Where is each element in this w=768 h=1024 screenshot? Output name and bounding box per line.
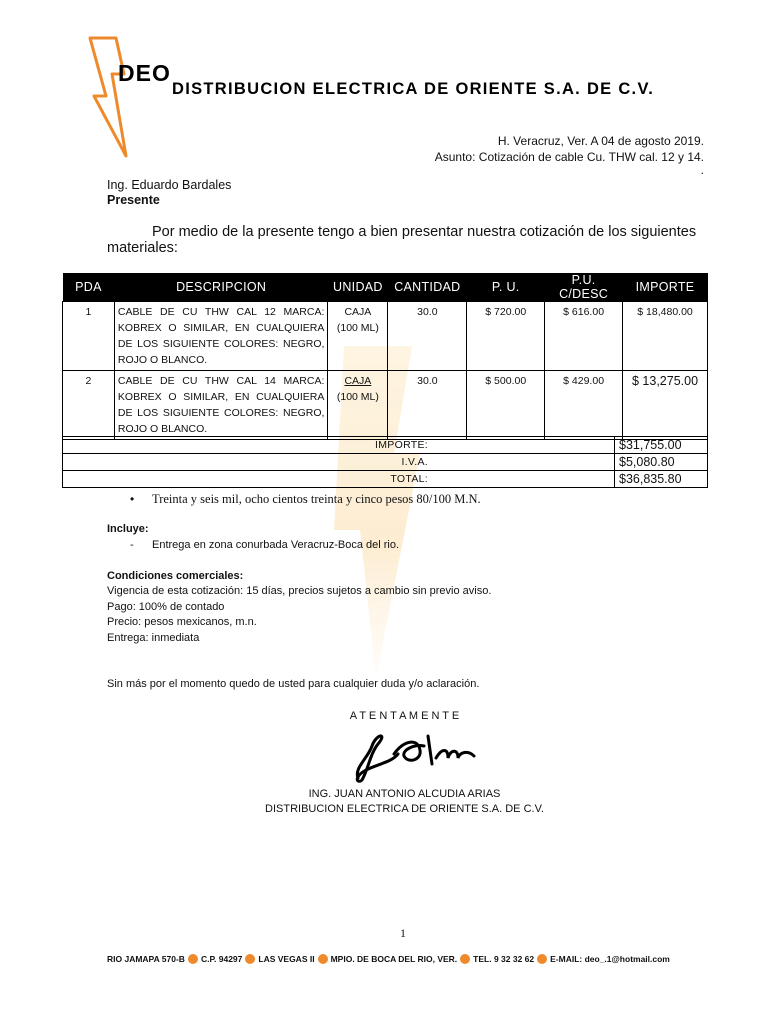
row-unit	[328, 371, 388, 440]
row-unit-note: (100 ML)	[336, 322, 379, 334]
footer-dot-icon	[188, 954, 198, 964]
closing-text: Sin más por el momento quedo de usted para cualquier duda y/o aclaración.	[107, 678, 480, 690]
footer-address: RIO JAMAPA 570-B	[107, 954, 185, 964]
conditions-title: Condiciones comerciales:	[107, 570, 244, 582]
header-pu: P. U.	[467, 273, 545, 302]
condition-line: Pago: 100% de contado	[107, 601, 225, 613]
table-header-row	[63, 273, 708, 302]
totals-table	[62, 436, 708, 488]
signer-name: ING. JUAN ANTONIO ALCUDIA ARIAS	[308, 788, 501, 800]
footer-tel: TEL. 9 32 32 62	[473, 954, 535, 964]
subject: Asunto: Cotización de cable Cu. THW cal. 12 y 14.	[434, 150, 704, 164]
footer-dot-icon	[318, 954, 328, 964]
footer-municipio: MPIO. DE BOCA DEL RIO, VER.	[330, 954, 458, 964]
totals-value-importe: $31,755.00	[615, 437, 708, 454]
table-row	[63, 371, 708, 440]
recipient-greeting: Presente	[107, 193, 160, 207]
footer-email: E-MAIL: deo_.1@hotmail.com	[550, 954, 670, 964]
row-unit-note: (100 ML)	[336, 391, 379, 403]
footer-dot-icon	[460, 954, 470, 964]
condition-line: Entrega: inmediata	[107, 632, 200, 644]
row-importe: $ 13,275.00	[623, 371, 708, 440]
totals-label-iva: I.V.A.	[63, 454, 615, 471]
row-description: CABLE DE CU THW CAL 14 MARCA: KOBREX O SIMILAR, EN CUALQUIERA DE LOS SIGUIENTE COLORES: NEGRO, ROJO O BLANCO.	[114, 371, 328, 440]
intro-paragraph	[107, 224, 697, 256]
row-unit	[328, 302, 388, 371]
signature-icon	[348, 724, 478, 786]
amount-in-words: Treinta y seis mil, ocho cientos treinta y cinco pesos 80/100 M.N.	[152, 492, 481, 506]
includes-title: Incluye:	[107, 523, 149, 535]
header-importe: IMPORTE	[623, 273, 708, 302]
condition-line: Vigencia de esta cotización: 15 días, precios sujetos a cambio sin previo aviso.	[107, 585, 492, 597]
table-row	[63, 302, 708, 371]
footer	[107, 954, 707, 964]
totals-row	[63, 454, 708, 471]
row-importe: $ 18,480.00	[623, 302, 708, 371]
totals-row	[63, 471, 708, 488]
totals-label-importe: IMPORTE:	[63, 437, 615, 454]
intro-text: Por medio de la presente tengo a bien presentar nuestra cotización de los siguientes materiales:	[107, 224, 697, 256]
footer-dot-icon	[245, 954, 255, 964]
logo-text: DEO	[118, 60, 171, 86]
totals-value-iva: $5,080.80	[615, 454, 708, 471]
footer-dot-icon	[537, 954, 547, 964]
recipient-name: Ing. Eduardo Bardales	[107, 178, 232, 192]
header-unidad: UNIDAD	[328, 273, 388, 302]
row-pda: 1	[63, 302, 115, 371]
place-date: H. Veracruz, Ver. A 04 de agosto 2019.	[497, 134, 704, 148]
row-unit-label: CAJA	[344, 375, 372, 387]
row-pda: 2	[63, 371, 115, 440]
page-number: 1	[400, 926, 406, 940]
items-table	[62, 273, 708, 440]
row-description: CABLE DE CU THW CAL 12 MARCA: KOBREX O SIMILAR, EN CUALQUIERA DE LOS SIGUIENTE COLORES: NEGRO, ROJO O BLANCO.	[114, 302, 328, 371]
footer-cp: C.P. 94297	[200, 954, 243, 964]
row-unit-label: CAJA	[344, 306, 372, 318]
totals-value-total: $36,835.80	[615, 471, 708, 488]
includes-item: Entrega en zona conurbada Veracruz-Boca del rio.	[152, 539, 400, 551]
totals-label-total: TOTAL:	[63, 471, 615, 488]
totals-row	[63, 437, 708, 454]
row-pu: $ 720.00	[467, 302, 545, 371]
row-pu-desc: $ 616.00	[545, 302, 623, 371]
bullet-icon: •	[130, 492, 135, 506]
row-pu-desc: $ 429.00	[545, 371, 623, 440]
includes-marker: -	[130, 539, 134, 551]
footer-colonia: LAS VEGAS II	[258, 954, 315, 964]
salutation: A T E N T A M E N T E	[349, 710, 460, 722]
condition-line: Precio: pesos mexicanos, m.n.	[107, 616, 257, 628]
header-pu-desc: P.U. C/DESC	[545, 273, 623, 302]
row-pu: $ 500.00	[467, 371, 545, 440]
signer-company: DISTRIBUCION ELECTRICA DE ORIENTE S.A. DE C.V.	[265, 803, 544, 815]
logo-bolt-icon	[86, 36, 130, 160]
header-pda: PDA	[63, 273, 115, 302]
row-qty: 30.0	[388, 302, 467, 371]
header-descripcion: DESCRIPCION	[114, 273, 328, 302]
subject-mark: .	[700, 163, 704, 177]
header-cantidad: CANTIDAD	[388, 273, 467, 302]
row-qty: 30.0	[388, 371, 467, 440]
company-name: DISTRIBUCION ELECTRICA DE ORIENTE S.A. DE C.V.	[172, 80, 655, 98]
